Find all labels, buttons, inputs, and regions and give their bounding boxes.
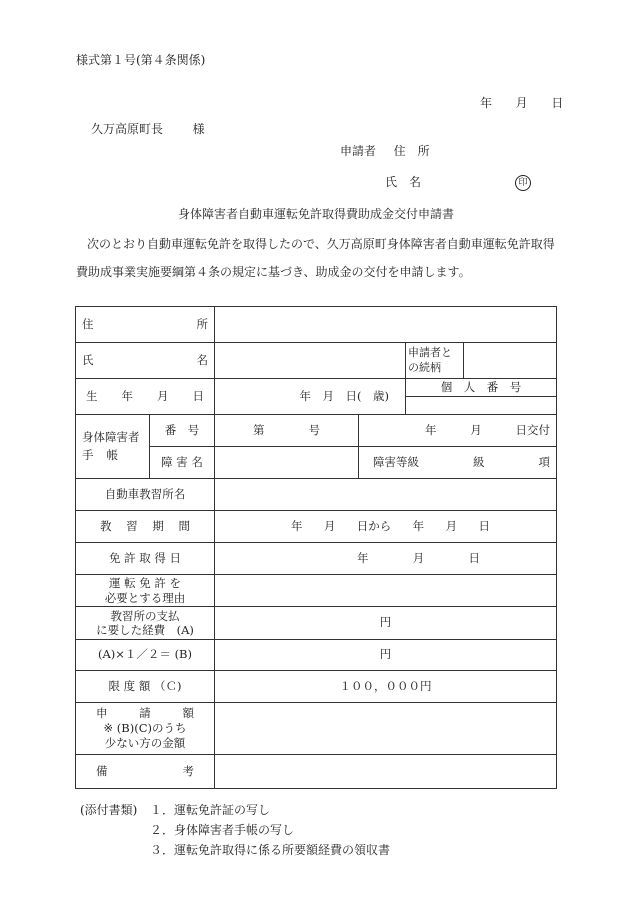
row-birth-top [76, 379, 557, 397]
date-month: 月 [515, 96, 528, 110]
address-field[interactable] [215, 307, 557, 343]
row-remarks [76, 755, 557, 789]
relation-label: 申請者との続柄 [406, 343, 464, 379]
applicant-label: 申請者 [340, 144, 377, 158]
personal-number-label: 個 人 番 号 [406, 379, 557, 397]
attachment-item: ３．運転免許取得に係る所要額経費の領収書 [150, 843, 391, 857]
date-day: 日 [551, 96, 564, 110]
request-label: 申 請 額 ※ (B)(C)のうち 少ない方の金額 [76, 703, 215, 755]
relation-field[interactable] [464, 343, 557, 379]
remarks-field[interactable] [215, 755, 557, 789]
applicant-address-label: 住 所 [393, 144, 430, 158]
license-date-field[interactable]: 年 月 日 [215, 543, 557, 575]
body-line-2: 費助成事業実施要綱第４条の規定に基づき、助成金の交付を申請します。 [76, 265, 471, 279]
applicant-name-line [385, 176, 421, 188]
document-title: 身体障害者自動車運転免許取得費助成金交付申請書 [178, 207, 455, 221]
reason-label: 運 転 免 許 を 必要とする理由 [76, 575, 215, 607]
calc-field[interactable]: 円 [215, 640, 557, 671]
attachments-label: (添付書類) [80, 803, 138, 817]
reason-field[interactable] [215, 575, 557, 607]
limit-label: 限 度 額 （Ｃ) [76, 671, 215, 703]
name-label: 氏 名 [76, 343, 215, 379]
application-table [75, 306, 557, 789]
attachment-item: １．運転免許証の写し [150, 803, 271, 817]
handbook-label: 身体障害者 手 帳 [76, 415, 150, 479]
row-reason [76, 575, 557, 607]
row-calc [76, 640, 557, 671]
row-school [76, 479, 557, 511]
row-address [76, 307, 557, 343]
school-name-label: 自動車教習所名 [76, 479, 215, 511]
seal-icon [515, 175, 531, 191]
disability-name-field[interactable] [215, 447, 359, 479]
disability-name-label: 障 害 名 [150, 447, 215, 479]
body-line-1: 次のとおり自動車運転免許を取得したので、久万高原町身体障害者自動車運転免許取得 [87, 237, 555, 251]
row-expense [76, 607, 557, 640]
period-field[interactable]: 年 月 日から 年 月 日 [215, 511, 557, 543]
applicant-address-line [340, 145, 430, 157]
limit-value: １００，０００円 [215, 671, 557, 703]
handbook-number-label: 番 号 [150, 415, 215, 447]
addressee [91, 123, 205, 135]
row-license-date [76, 543, 557, 575]
name-field[interactable] [215, 343, 406, 379]
row-period [76, 511, 557, 543]
address-label: 住 所 [76, 307, 215, 343]
applicant-name-label: 氏 名 [385, 175, 422, 189]
period-label: 教 習 期 間 [76, 511, 215, 543]
addressee-name: 久万高原町長 [91, 122, 164, 136]
birth-label: 生 年 月 日 [76, 379, 215, 415]
row-limit [76, 671, 557, 703]
date-line [480, 97, 563, 109]
row-handbook-number [76, 415, 557, 447]
expense-label: 教習所の支払 に要した経費 (A) [76, 607, 215, 640]
row-request [76, 703, 557, 755]
attachment-item: ２．身体障害者手帳の写し [150, 823, 295, 837]
license-date-label: 免 許 取 得 日 [76, 543, 215, 575]
seal-label: 印 [515, 175, 531, 191]
remarks-label: 備 考 [76, 755, 215, 789]
disability-grade-field[interactable]: 障害等級 級 項 [359, 447, 557, 479]
handbook-number-field[interactable]: 第 号 [215, 415, 359, 447]
birth-field[interactable]: 年 月 日( 歳) [215, 379, 406, 415]
personal-number-field[interactable] [406, 397, 557, 415]
addressee-honorific: 様 [192, 122, 205, 136]
expense-field[interactable]: 円 [215, 607, 557, 640]
calc-label: (A)×１／２＝ (B) [76, 640, 215, 671]
form-number: 様式第１号(第４条関係) [76, 53, 206, 67]
row-name [76, 343, 557, 379]
request-field[interactable] [215, 703, 557, 755]
handbook-issued-field[interactable]: 年 月 日交付 [359, 415, 557, 447]
school-name-field[interactable] [215, 479, 557, 511]
date-year: 年 [480, 96, 493, 110]
